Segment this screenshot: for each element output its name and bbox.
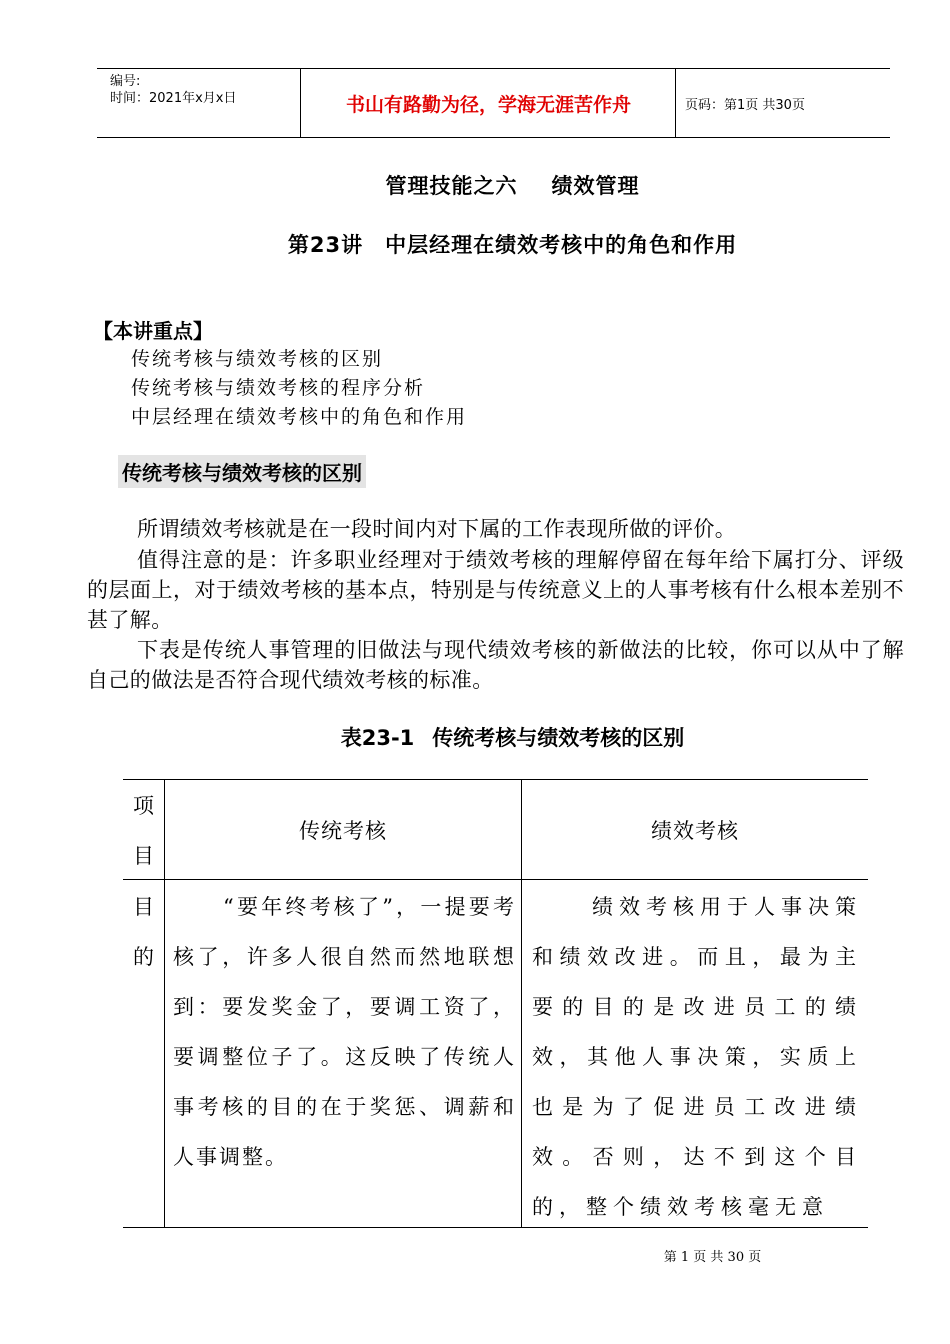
table-cell-performance: 绩效考核用于人事决策和绩效改进。而且，最为主要的目的是改进员工的绩效，其他人事决策，实质上也是为了促进员工改进绩效。否则，达不到这个目的，整个绩效考核毫无意: [532, 895, 862, 1219]
number-label: 编号:: [110, 74, 141, 89]
lecture-title: [0, 229, 950, 259]
module-name: 管理技能之六: [385, 174, 518, 198]
document-header: [97, 68, 890, 138]
table-cell-traditional: “要年终考核了”，一提要考核了，许多人很自然而然地联想到：要发奖金了，要调工资了，要调整位子了。这反映了传统人事考核的目的在于奖惩、调薪和人事调整。: [173, 895, 516, 1169]
module-title: [0, 170, 950, 200]
paragraph: 所谓绩效考核就是在一段时间内对下属的工作表现所做的评价。: [137, 517, 737, 541]
lecture-name: 中层经理在绩效考核中的角色和作用: [385, 233, 738, 257]
table-caption: [0, 722, 950, 752]
table-bottom-border: [123, 1227, 868, 1228]
page-footer: 第 1 页 共 30 页: [663, 1250, 762, 1265]
key-point-item: 中层经理在绩效考核中的角色和作用: [131, 406, 468, 428]
table-header-border: [123, 879, 868, 880]
paragraph: 值得注意的是：许多职业经理对于绩效考核的理解停留在每年给下属打分、评级的层面上，对于绩效考核的基本点，特别是与传统意义上的人事考核有什么根本差别不甚了解。: [87, 548, 904, 632]
module-topic: 绩效管理: [551, 174, 640, 198]
key-point-item: 传统考核与绩效考核的程序分析: [131, 377, 426, 399]
table-row-item: 目的: [133, 895, 154, 969]
header-meta: [97, 69, 301, 137]
table-number: 表23-1: [340, 726, 415, 750]
paragraph: 下表是传统人事管理的旧做法与现代绩效考核的新做法的比较，你可以从中了解自己的做法是否符合现代绩效考核的标准。: [87, 638, 904, 692]
time-label: 时间：2021年x月x日: [110, 91, 237, 106]
table-header-performance: 绩效考核: [651, 819, 739, 843]
table-title: 传统考核与绩效考核的区别: [432, 726, 685, 750]
table-header-item: 项目: [133, 794, 154, 868]
table-top-border: [123, 779, 868, 780]
lecture-number: 第23讲: [287, 233, 364, 257]
table-header-traditional: 传统考核: [299, 819, 387, 843]
key-point-item: 传统考核与绩效考核的区别: [131, 348, 384, 370]
header-page-info: 页码：第1页 共30页: [685, 97, 805, 113]
header-motto: 书山有路勤为径，学海无涯苦作舟: [302, 69, 676, 137]
key-points-heading: 【本讲重点】: [93, 319, 213, 343]
section-heading: 传统考核与绩效考核的区别: [118, 455, 366, 488]
